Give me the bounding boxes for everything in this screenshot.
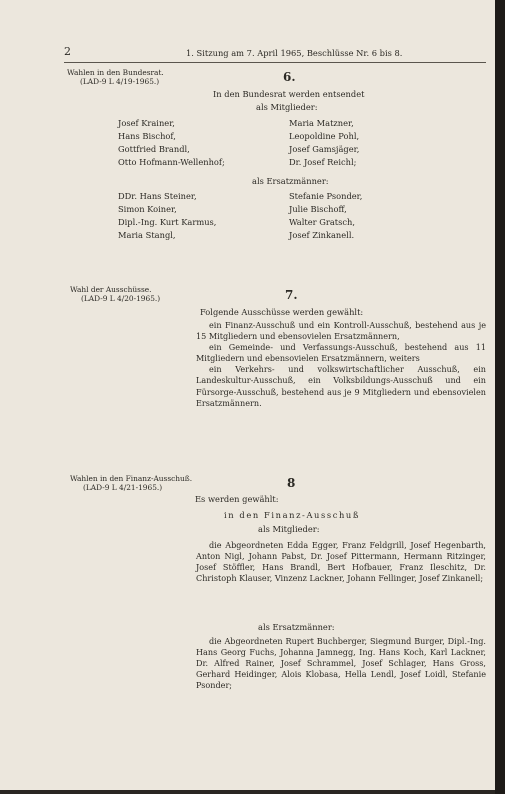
sub-right-1: Stefanie Psonder,	[289, 191, 363, 201]
members-heading-8: als Mitglieder:	[258, 524, 320, 534]
margin-ref-7: (LAD-9 L 4/20-1965.)	[81, 294, 161, 303]
margin-note-8: Wahlen in den Finanz-Ausschuß.	[70, 474, 193, 483]
member-right-2: Leopoldine Pohl,	[289, 131, 360, 141]
member-right-3: Josef Gamsjäger,	[289, 144, 360, 154]
margin-ref-8: (LAD-9 L 4/21-1965.)	[83, 483, 163, 492]
substitutes-block-8	[196, 636, 486, 691]
members-text-8: die Abgeordneten Edda Egger, Franz Feldgrill, Josef Hegenbarth, Anton Nigl, Johann Pabst, Dr. Josef Pittermann, Hermann Ritzinger, Josef Stöffler, Hans Brandl, Bert Hofbauer, Franz Ileschitz, Dr. Christoph Klauser, Vinzenz Lackner, Johann Fellinger, Josef Zinkanell;	[196, 540, 486, 584]
section-number-6: 6.	[283, 70, 296, 84]
section-6-intro: In den Bundesrat werden entsendet	[213, 89, 365, 99]
members-heading-6: als Mitglieder:	[256, 102, 318, 112]
sub-right-2: Julie Bischoff,	[289, 204, 347, 214]
sub-left-2: Simon Koiner,	[118, 204, 177, 214]
section-number-7: 7.	[285, 288, 298, 302]
section-7-paragraph-1: ein Finanz-Ausschuß und ein Kontroll-Ausschuß, bestehend aus je 15 Mitgliedern und ebensovielen Ersatzmännern,	[196, 320, 486, 342]
member-left-1: Josef Krainer,	[118, 118, 175, 128]
committee-line: in den Finanz-Ausschuß	[224, 510, 360, 520]
member-left-3: Gottfried Brandl,	[118, 144, 190, 154]
member-right-4: Dr. Josef Reichl;	[289, 157, 357, 167]
substitutes-text-8: die Abgeordneten Rupert Buchberger, Siegmund Burger, Dipl.-Ing. Hans Georg Fuchs, Johanna Jamnegg, Ing. Hans Koch, Karl Lackner, Dr. Alfred Rainer, Josef Schrammel, Josef Schlager, Hans Gross, Gerhard Heidinger, Alois Klobasa, Hella Lendl, Josef Loidl, Stefanie Psonder;	[196, 636, 486, 691]
section-7-intro: Folgende Ausschüsse werden gewählt:	[200, 307, 364, 317]
sub-left-1: DDr. Hans Steiner,	[118, 191, 197, 201]
section-number-8: 8	[287, 476, 296, 490]
sub-right-3: Walter Gratsch,	[289, 217, 356, 227]
sub-left-4: Maria Stangl,	[118, 230, 176, 240]
sub-right-4: Josef Zinkanell.	[289, 230, 355, 240]
header-rule	[64, 62, 486, 63]
substitutes-heading-6: als Ersatzmänner:	[252, 176, 329, 186]
margin-note-7: Wahl der Ausschüsse.	[70, 285, 152, 294]
member-left-2: Hans Bischof,	[118, 131, 176, 141]
page-edge-shadow	[495, 0, 505, 794]
section-7-body	[196, 320, 486, 409]
margin-ref-6: (LAD-9 L 4/19-1965.)	[80, 77, 160, 86]
page-number: 2	[64, 45, 71, 58]
section-7-paragraph-3: ein Verkehrs- und volkswirtschaftlicher Ausschuß, ein Landeskultur-Ausschuß, ein Volksbildungs-Ausschuß und ein Fürsorge-Ausschuß, bestehend aus je 9 Mitgliedern und ebensovielen Ersatzmännern.	[196, 364, 486, 408]
sub-left-3: Dipl.-Ing. Kurt Karmus,	[118, 217, 217, 227]
member-left-4: Otto Hofmann-Wellenhof;	[118, 157, 225, 167]
margin-note-6: Wahlen in den Bundesrat.	[67, 68, 164, 77]
substitutes-heading-8: als Ersatzmänner:	[258, 622, 335, 632]
member-right-1: Maria Matzner,	[289, 118, 354, 128]
section-8-intro: Es werden gewählt:	[195, 494, 279, 504]
members-block-8	[196, 540, 486, 584]
running-title: 1. Sitzung am 7. April 1965, Beschlüsse Nr. 6 bis 8.	[186, 48, 403, 58]
section-7-paragraph-2: ein Gemeinde- und Verfassungs-Ausschuß, bestehend aus 11 Mitgliedern und ebensovielen Ersatzmännern, weiters	[196, 342, 486, 364]
